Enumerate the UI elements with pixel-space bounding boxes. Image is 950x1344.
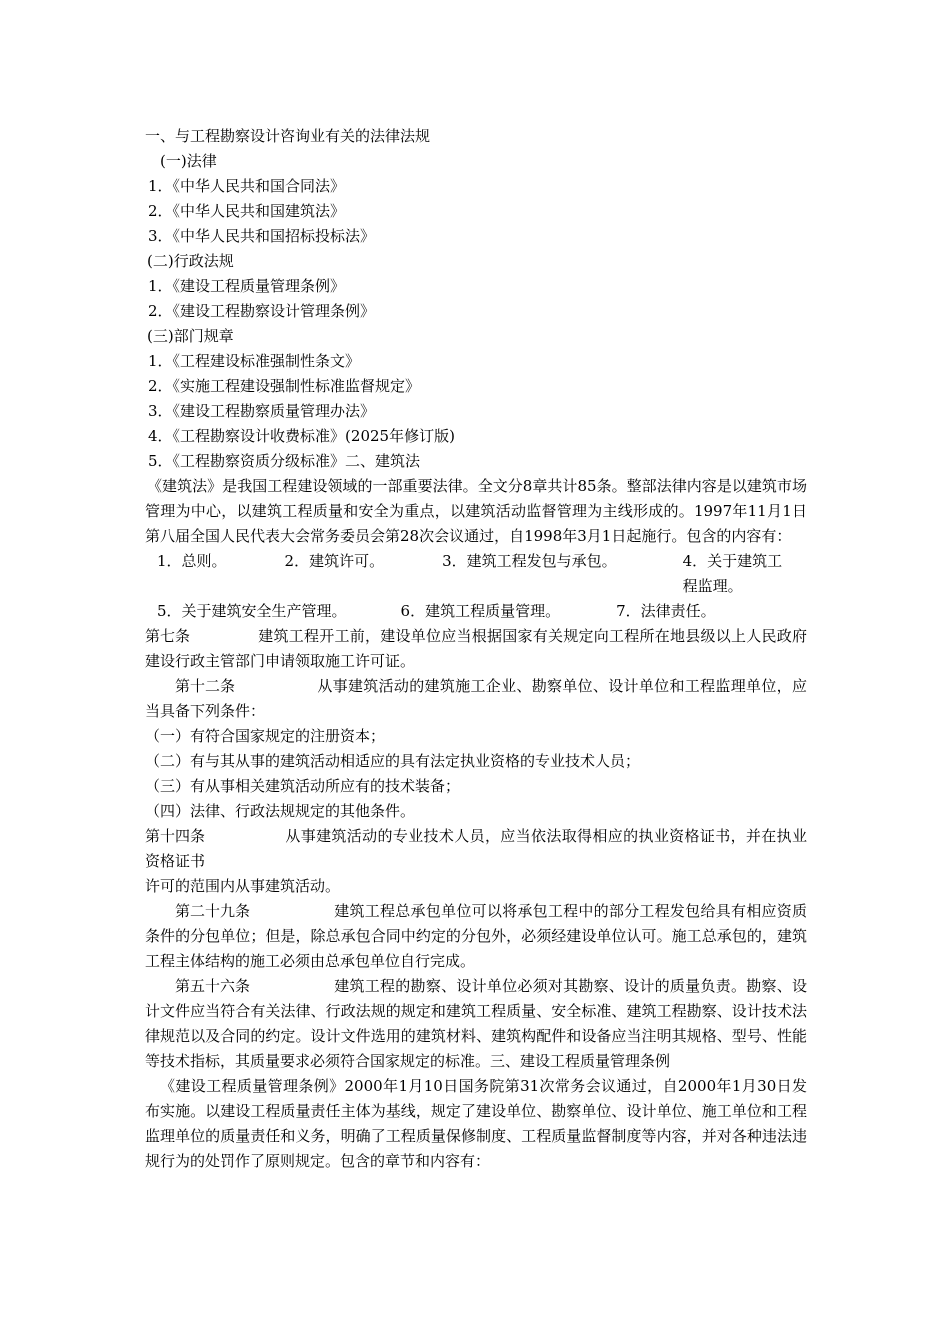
article-title: 第十四条 bbox=[145, 827, 206, 845]
list-item: 3．《中华人民共和国招标投标法》 bbox=[148, 227, 376, 245]
list-item: 1．《建设工程质量管理条例》 bbox=[148, 277, 346, 295]
chapter-item: 7．法律责任。 bbox=[616, 602, 716, 620]
chapter-item: 2．建筑许可。 bbox=[284, 552, 385, 570]
chapter-item: 3．建筑工程发包与承包。 bbox=[442, 552, 617, 570]
chapter-row-1 bbox=[145, 549, 807, 595]
article-56 bbox=[145, 974, 807, 1074]
main-heading: 一、与工程勘察设计咨询业有关的法律法规 bbox=[145, 127, 431, 145]
list-item: 1．《中华人民共和国合同法》 bbox=[148, 177, 346, 195]
article-text: 建筑工程总承包单位可以将承包工程中的部分工程发包给具有相应资质条件的分包单位；但是，除总承包合同中约定的分包外，必须经建设单位认可。施工总承包的，建筑工程主体结构的施工必须由总承包单位自行完成。 bbox=[145, 902, 807, 970]
article-title: 第七条 bbox=[145, 627, 191, 645]
list-item: （一）有符合国家规定的注册资本； bbox=[145, 727, 386, 745]
chapter-item: 5．关于建筑安全生产管理。 bbox=[157, 602, 347, 620]
article-14 bbox=[145, 824, 807, 874]
article-continuation: 许可的范围内从事建筑活动。 bbox=[145, 877, 341, 895]
section-heading-rules: (三)部门规章 bbox=[147, 327, 234, 345]
chapter-item: 4．关于建筑工程监理。 bbox=[682, 552, 783, 595]
chapter-item: 6．建筑工程质量管理。 bbox=[400, 602, 561, 620]
article-title: 第十二条 bbox=[175, 677, 236, 695]
list-item: 4．《工程勘察设计收费标准》(2025年修订版) bbox=[148, 427, 455, 445]
article-12 bbox=[145, 674, 807, 724]
list-item: （四）法律、行政法规规定的其他条件。 bbox=[145, 802, 416, 820]
article-text: 建筑工程开工前，建设单位应当根据国家有关规定向工程所在地县级以上人民政府建设行政主管部门申请领取施工许可证。 bbox=[145, 627, 807, 670]
list-item: 2．《中华人民共和国建筑法》 bbox=[148, 202, 346, 220]
list-item: （三）有从事相关建筑活动所应有的技术装备； bbox=[145, 777, 461, 795]
list-item: 5．《工程勘察资质分级标准》二、建筑法 bbox=[148, 452, 421, 470]
section-heading-law: (一)法律 bbox=[160, 152, 217, 170]
chapter-item: 1．总则。 bbox=[157, 552, 227, 570]
quality-regulation-intro: 《建设工程质量管理条例》2000年1月10日国务院第31次常务会议通过，自2000年1月30日发布实施。以建设工程质量责任主体为基线，规定了建设单位、勘察单位、设计单位、施工单位和工程监理单位的质量责任和义务，明确了工程质量保修制度、工程质量监督制度等内容，并对各种违法违规行为的处罚作了原则规定。包含的章节和内容有： bbox=[145, 1077, 807, 1170]
chapter-row-2 bbox=[145, 599, 807, 624]
article-29 bbox=[145, 899, 807, 974]
article-title: 第二十九条 bbox=[175, 902, 251, 920]
article-title: 第五十六条 bbox=[175, 977, 251, 995]
article-text: 建筑工程的勘察、设计单位必须对其勘察、设计的质量负责。勘察、设计文件应当符合有关法律、行政法规的规定和建筑工程质量、安全标准、建筑工程勘察、设计技术法律规范以及合同的约定。设计文件选用的建筑材料、建筑构配件和设备应当注明其规格、型号、性能等技术指标，其质量要求必须符合国家规定的标准。三、建设工程质量管理条例 bbox=[145, 977, 807, 1070]
list-item: 1．《工程建设标准强制性条文》 bbox=[148, 352, 361, 370]
article-text: 从事建筑活动的建筑施工企业、勘察单位、设计单位和工程监理单位，应当具备下列条件： bbox=[145, 677, 807, 720]
construction-law-intro: 《建筑法》是我国工程建设领域的一部重要法律。全文分8章共计85条。整部法律内容是以建筑市场管理为中心，以建筑工程质量和安全为重点，以建筑活动监督管理为主线形成的。1997年11月1日第八届全国人民代表大会常务委员会第28次会议通过，自1998年3月1日起施行。包含的内容有： bbox=[145, 477, 807, 545]
list-item: 2．《建设工程勘察设计管理条例》 bbox=[148, 302, 376, 320]
document-body bbox=[145, 124, 807, 1174]
article-7 bbox=[145, 624, 807, 674]
list-item: 2．《实施工程建设强制性标准监督规定》 bbox=[148, 377, 421, 395]
list-item: 3．《建设工程勘察质量管理办法》 bbox=[148, 402, 376, 420]
list-item: （二）有与其从事的建筑活动相适应的具有法定执业资格的专业技术人员； bbox=[145, 752, 641, 770]
article-text: 从事建筑活动的专业技术人员，应当依法取得相应的执业资格证书，并在执业资格证书 bbox=[145, 827, 807, 870]
section-heading-regulations: (二)行政法规 bbox=[147, 252, 234, 270]
